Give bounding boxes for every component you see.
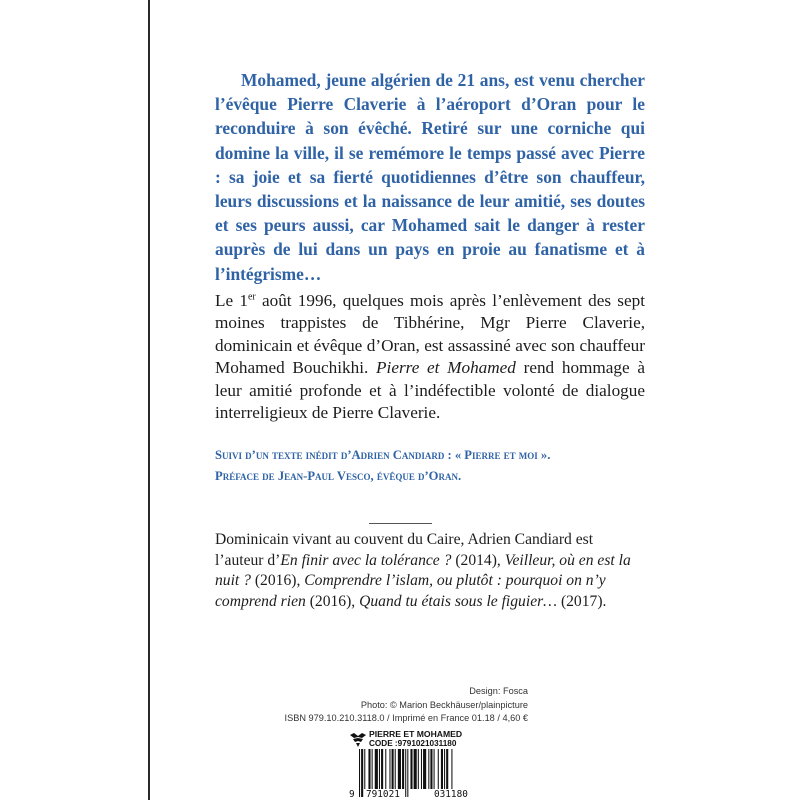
bio-text-3: (2016),: [250, 572, 305, 590]
barcode-bar: [438, 749, 439, 789]
summary-part2: rend hommage à leur amitié profonde et à l’indéfectible volonté de dialogue interreligieux de Pierre Claverie.: [215, 358, 645, 423]
intro-text: Mohamed, jeune algérien de 21 ans, est venu chercher l’évêque Pierre Claverie à l’aéroport d’Oran pour le reconduire à son évêché. Retiré sur une corniche qui domine la ville, il se remémore le temps passé avec Pierre : sa joie et sa fierté quotidiennes d’être son chauffeur, leurs discussions et la naissance de leur amitié, ses doutes et ses peurs aussi, car Mohamed sait le danger à rester auprès de lui dans un pays en proie au fanatisme et à l’intégrisme…: [215, 70, 645, 284]
barcode-bar: [398, 749, 401, 789]
barcode-bar: [428, 749, 429, 789]
barcode-bar: [389, 749, 390, 789]
summary-superscript: er: [247, 291, 256, 303]
bio-title-3: Comprendre l’islam, ou plutôt : pourquoi on n’y comprend rien: [215, 572, 606, 610]
barcode-bar: [379, 749, 380, 789]
barcode-bar: [364, 749, 365, 789]
bio-text-1: Dominicain vivant au couvent du Caire, Adrien Candiard est l’auteur d’: [215, 531, 594, 569]
summary-part1: août 1996, quelques mois après l’enlèvement des sept moines trappistes de Tibhérine, Mgr Pierre Claverie, dominicain et évêque d’Oran, est assassiné avec son chauffeur Mohamed Bouchikhi.: [215, 291, 645, 378]
barcode-digits-group-2: 031180: [434, 789, 468, 800]
barcode-bar: [395, 749, 396, 789]
publisher-logo-icon: [348, 729, 368, 749]
bio-title-2: Veilleur, où en est la nuit ?: [215, 551, 631, 590]
barcode-digit-first: 9: [349, 789, 355, 800]
isbn-line: ISBN 979.10.210.3118.0 / Imprimé en France 01.18 / 4,60 €: [284, 713, 528, 724]
barcode-digits-group-1: 791021: [366, 789, 400, 800]
barcode-bar: [405, 749, 406, 797]
author-bio: [215, 530, 645, 612]
barcode-bar: [392, 749, 394, 789]
sticker-title: PIERRE ET MOHAMED: [369, 729, 463, 739]
barcode-bar: [410, 749, 412, 789]
supplement-note: [215, 445, 645, 486]
intro-paragraph: [215, 68, 645, 286]
barcode-bar: [359, 749, 360, 797]
barcode-sticker: [345, 726, 505, 800]
sticker-code: CODE :9791021031180: [369, 739, 457, 748]
barcode-bar: [407, 749, 408, 797]
barcode-bar: [375, 749, 378, 789]
barcode-bar: [423, 749, 426, 789]
barcode-bar: [430, 749, 432, 789]
barcode-bar: [444, 749, 445, 789]
credits-block: [268, 685, 528, 726]
supplement-line-2: Préface de Jean-Paul Vesco, évêque d’Oran.: [215, 468, 462, 483]
barcode-bar: [361, 749, 363, 797]
bio-title-4: Quand tu étais sous le figuier…: [359, 592, 558, 610]
design-credit: Design: Fosca: [469, 686, 528, 696]
barcode-bar: [446, 749, 448, 789]
sticker-header: [345, 729, 505, 749]
barcode-bar: [418, 749, 419, 789]
bio-title-1: En finir avec la tolérance ?: [280, 551, 452, 569]
book-title-italic: Pierre et Mohamed: [376, 358, 516, 378]
barcode-bar: [414, 749, 417, 789]
summary-start: Le 1: [215, 291, 248, 310]
barcode-bar: [434, 749, 435, 789]
barcode-bar: [381, 749, 383, 789]
barcode-bar: [368, 749, 370, 789]
section-divider: [369, 523, 432, 524]
barcode-bar: [372, 749, 373, 789]
barcode-bar: [441, 749, 443, 789]
summary-paragraph: [215, 290, 645, 424]
barcode-bar: [385, 749, 386, 789]
bio-text-2: (2014),: [451, 551, 505, 569]
photo-credit: Photo: © Marion Beckhäuser/plainpicture: [360, 699, 528, 710]
barcode-bar: [402, 749, 404, 789]
supplement-line-1: Suivi d’un texte inédit d’Adrien Candiard : « Pierre et moi ».: [215, 448, 551, 462]
bio-text-5: (2017).: [557, 592, 607, 610]
bio-text-4: (2016),: [305, 592, 360, 610]
barcode-bar: [421, 749, 422, 789]
